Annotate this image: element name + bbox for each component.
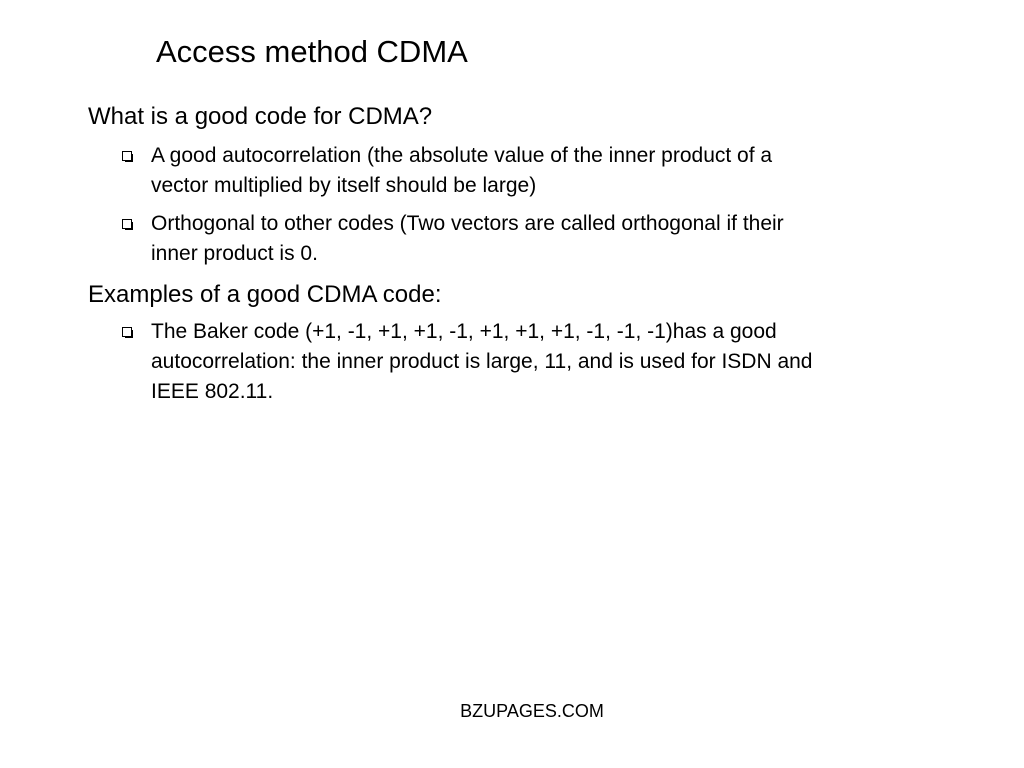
bullet-text-line: The Baker code (+1, -1, +1, +1, -1, +1, +1, +1, -1, -1, -1)has a good [151,320,777,343]
bullet-text-line: vector multiplied by itself should be large) [151,174,537,197]
bullet-text-line: A good autocorrelation (the absolute value of the inner product of a [151,144,773,167]
hollow-square-bullet-icon [122,151,132,161]
bullet-orthogonal [151,209,981,269]
bullet-text-line: inner product is 0. [151,242,318,265]
heading-good-code: What is a good code for CDMA? [88,103,433,130]
heading-examples: Examples of a good CDMA code: [88,281,442,308]
footer-site-name: BZUPAGES.COM [460,701,604,721]
bullet-text-line: Orthogonal to other codes (Two vectors are called orthogonal if their [151,212,784,235]
hollow-square-bullet-icon [122,219,132,229]
slide-title: Access method CDMA [156,34,468,69]
hollow-square-bullet-icon [122,327,132,337]
bullet-baker-code [151,317,981,407]
bullet-autocorrelation [151,141,981,201]
bullet-text-line: IEEE 802.11. [151,380,274,403]
bullet-text-line: autocorrelation: the inner product is large, 11, and is used for ISDN and [151,350,813,373]
